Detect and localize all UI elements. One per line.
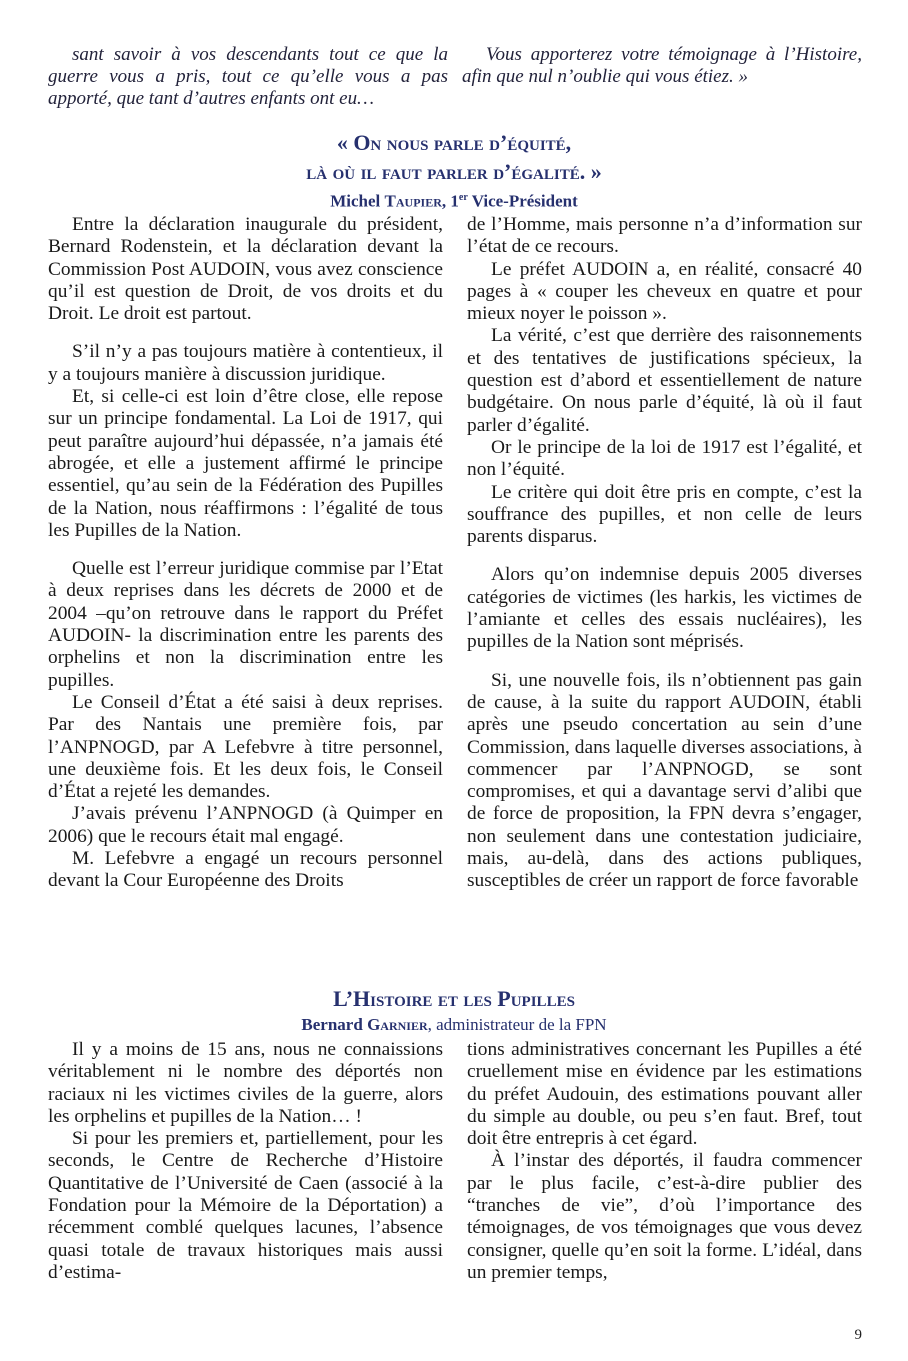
page-number: 9 — [854, 1327, 862, 1343]
paragraph: Entre la déclaration inaugurale du président, Bernard Rodenstein, et la déclaration devant la Commission Post AUDOIN, vous avez conscience qu’il est question de Droit, de vos droits et du Droit. Le droit est partout. — [48, 214, 443, 325]
paragraph: J’avais prévenu l’ANPNOGD (à Quimper en 2006) que le recours était mal engagé. — [48, 803, 443, 847]
article2-body — [48, 1039, 862, 1284]
article1-title-line2: là où il faut parler d’égalité. » — [306, 159, 602, 184]
paragraph: Or le principe de la loi de 1917 est l’égalité, et non l’équité. — [467, 436, 862, 481]
article1-right-column — [467, 214, 862, 893]
paragraph: de l’Homme, mais personne n’a d’information sur l’état de ce recours. — [467, 214, 862, 258]
author-surname: Taupier — [384, 191, 442, 211]
author-name: Michel — [330, 191, 385, 211]
paragraph: Le préfet AUDOIN a, en réalité, consacré 40 pages à « couper les cheveux en quatre et pour mieux noyer le poisson ». — [467, 258, 862, 325]
intro-right-column — [462, 44, 862, 110]
paragraph: À l’instar des déportés, il faudra commencer par le plus facile, c’est-à-dire publier des “tranches de vie”, d’où l’importance des témoignages, de vos témoignages que vous devez consigner, quelle qu’en soit la forme. L’idéal, dans un premier temps, — [467, 1150, 862, 1283]
paragraph: Alors qu’on indemnise depuis 2005 diverses catégories de victimes (les harkis, les victimes de l’amiante et celles des essais nucléaires), les pupilles de la Nation sont méprisés. — [467, 564, 862, 653]
author-surname: Garnier — [367, 1015, 428, 1034]
paragraph: Si pour les premiers et, partiellement, pour les seconds, le Centre de Recherche d’Histoire Quantitative de l’Université de Caen (associé à la Fondation pour la Mémoire de la Déportation) a récemment comblé quelques lacunes, l’absence quasi totale de travaux historiques mais aussi d’estima- — [48, 1128, 443, 1283]
author-role-suffix: Vice-Président — [467, 191, 578, 211]
author-role: , 1 — [441, 191, 459, 211]
article1-title-line1: « On nous parle d’équité, — [336, 130, 572, 155]
paragraph: Le Conseil d’État a été saisi à deux reprises. Par des Nantais une première fois, par l’ANPNOGD, par A Lefebvre à titre personnel, une deuxième fois. Et les deux fois, le Conseil d’État a rejeté les demandes. — [48, 691, 443, 803]
paragraph: Et, si celle-ci est loin d’être close, elle repose sur un principe fondamental. La Loi de 1917, qui peut paraître aujourd’hui dépassée, n’a jamais été abrogée, et elle a justement affirmé le principe essentiel, qu’au sein de la Fédération des Pupilles de la Nation, nous réaffirmons : l’égalité de tous les Pupilles de la Nation. — [48, 386, 443, 541]
paragraph: Le critère qui doit être pris en compte, c’est la souffrance des pupilles, et non celle de leurs parents disparus. — [467, 481, 862, 548]
article1-body — [48, 214, 862, 893]
intro-left-column — [48, 44, 448, 110]
article2-right-column — [467, 1039, 862, 1284]
paragraph: Si, une nouvelle fois, ils n’obtiennent pas gain de cause, à la suite du rapport AUDOIN, établi après une pseudo concertation au sein d’une Commission, dans laquelle diverses associations, à commencer par l’ANPNOGD, se sont compromises, et qui a davantage servi d’alibi que de force de proposition, la FPN devra s’engager, non seulement dans une contestation judiciaire, mais, au-delà, dans des actions publiques, susceptibles de créer un rapport de force favorable — [467, 669, 862, 892]
article2-left-column — [48, 1039, 443, 1284]
article2-author — [0, 1014, 908, 1036]
intro-right-paragraph: Vous apporterez votre témoignage à l’Histoire, afin que nul n’oublie qui vous étiez. » — [462, 44, 862, 87]
author-role-sup: er — [458, 192, 468, 203]
paragraph: tions administratives concernant les Pupilles a été cruellement mise en évidence par les estimations du préfet Audouin, des estimations pouvant aller du simple au double, ou peu s’en faut. Bref, tout doit être entrepris à cet égard. — [467, 1039, 862, 1150]
intro-text — [48, 44, 862, 110]
paragraph: S’il n’y a pas toujours matière à contentieux, il y a toujours manière à discussion juridique. — [48, 341, 443, 385]
paragraph: Il y a moins de 15 ans, nous ne connaissions véritablement ni le nombre des déportés non raciaux ni les victimes civiles de la guerre, alors les orphelins et pupilles de la Nation… ! — [48, 1039, 443, 1127]
intro-left-paragraph: sant savoir à vos descendants tout ce que la guerre vous a pris, tout ce qu’elle vous a pas apporté, que tant d’autres enfants ont eu… — [48, 44, 448, 109]
article1-author — [0, 187, 908, 213]
paragraph: M. Lefebvre a engagé un recours personnel devant la Cour Européenne des Droits — [48, 848, 443, 892]
article2-title: L’Histoire et les Pupilles — [333, 986, 575, 1011]
author-name: Bernard — [301, 1015, 368, 1034]
article1-left-column — [48, 214, 443, 893]
author-role: , administrateur de la FPN — [427, 1015, 607, 1034]
paragraph: La vérité, c’est que derrière des raisonnements et des tentatives de justifications spécieux, la question est d’abord et essentiellement de nature budgétaire. On nous parle d’équité, là où il faut parler d’égalité. — [467, 325, 862, 436]
paragraph: Quelle est l’erreur juridique commise par l’Etat à deux reprises dans les décrets de 2000 et de 2004 –qu’on retrouve dans le rapport du Préfet AUDOIN- la discrimination entre les parents des orphelins et non la discrimination entre les pupilles. — [48, 558, 443, 691]
